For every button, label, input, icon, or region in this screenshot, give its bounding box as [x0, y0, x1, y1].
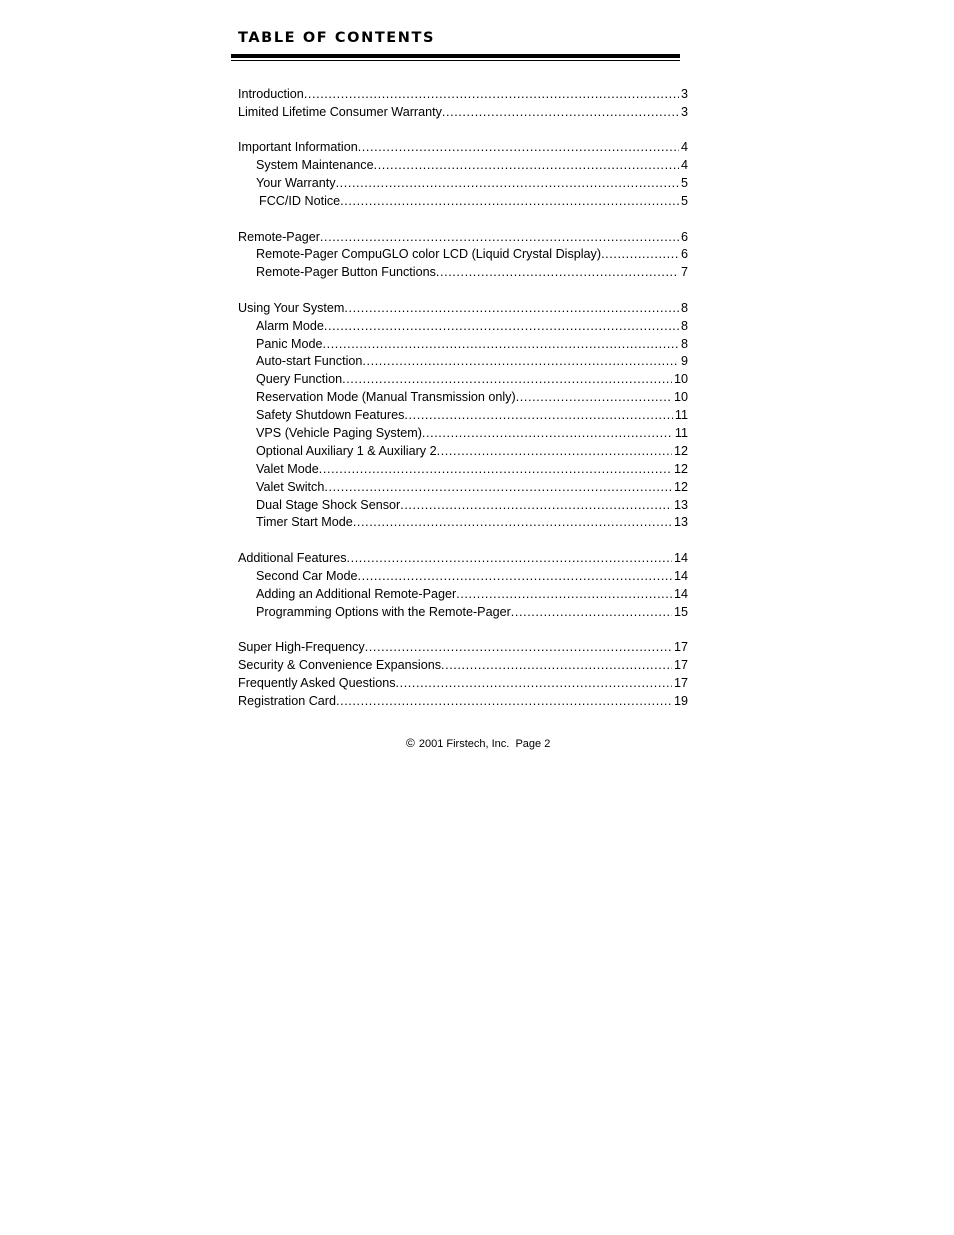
toc-entry[interactable] [238, 657, 688, 675]
toc-entry-page: 7 [680, 265, 688, 280]
toc-entry-page: 14 [673, 550, 688, 565]
toc-entry[interactable] [238, 264, 688, 282]
toc-leader-dots [400, 497, 672, 515]
toc-entry[interactable] [238, 175, 688, 193]
toc-entry-page: 5 [680, 176, 688, 191]
toc-entry-label: Panic Mode [256, 336, 323, 351]
toc-entry-page: 8 [680, 300, 688, 315]
toc-entry-label: Registration Card [238, 693, 336, 708]
toc-leader-dots [336, 175, 679, 193]
toc-entry[interactable] [238, 318, 688, 336]
toc-leader-dots [456, 586, 672, 604]
toc-entry-page: 3 [680, 87, 688, 101]
toc-entry-label: Valet Mode [256, 461, 319, 476]
toc-entry[interactable] [238, 443, 688, 461]
toc-entry[interactable] [238, 461, 688, 479]
toc-leader-dots [362, 353, 679, 371]
toc-leader-dots [442, 104, 679, 122]
toc-leader-dots [396, 675, 672, 693]
toc-entry-page: 8 [680, 336, 688, 351]
toc-entry-label: Your Warranty [256, 176, 336, 191]
toc-entry-page: 4 [680, 140, 688, 155]
toc-leader-dots [601, 246, 679, 264]
toc-leader-dots [324, 479, 672, 497]
toc-leader-dots [344, 300, 679, 318]
toc-entry[interactable] [238, 693, 688, 711]
toc-entry[interactable] [238, 86, 688, 104]
toc-entry-label: Optional Auxiliary 1 & Auxiliary 2 [256, 443, 437, 458]
toc-entry[interactable] [238, 639, 688, 657]
toc-entry[interactable] [238, 389, 688, 407]
toc-entry[interactable] [238, 514, 688, 532]
toc-leader-dots [404, 407, 673, 425]
toc-entry-page: 15 [673, 604, 688, 619]
toc-leader-dots [516, 389, 672, 407]
toc-entry-label: VPS (Vehicle Paging System) [256, 426, 422, 441]
toc-entry-page: 13 [673, 515, 688, 530]
toc-entry-page: 12 [673, 461, 688, 476]
toc-leader-dots [358, 568, 672, 586]
toc-leader-dots [347, 550, 672, 568]
group-spacer [238, 211, 688, 229]
toc-leader-dots [511, 604, 672, 622]
toc-entry-label: Safety Shutdown Features [256, 408, 405, 423]
toc-entry-label: Alarm Mode [256, 318, 324, 333]
toc-entry-page: 9 [680, 354, 688, 369]
toc-leader-dots [323, 336, 679, 354]
toc-entry-page: 12 [673, 443, 688, 458]
toc-entry-page: 19 [673, 693, 688, 708]
toc-entry[interactable] [238, 371, 688, 389]
toc-leader-dots [304, 86, 679, 104]
footer-text: 2001 Firstech, Inc. Page 2 [418, 738, 551, 750]
toc-entry-page: 17 [673, 640, 688, 655]
toc-entry-label: Second Car Mode [256, 568, 358, 583]
toc-entry-label: Remote-Pager CompuGLO color LCD (Liquid Crystal Display) [256, 247, 602, 262]
toc-entry[interactable] [238, 193, 688, 211]
toc-leader-dots [437, 443, 672, 461]
toc-entry-label: Programming Options with the Remote-Pager [256, 604, 511, 619]
toc-entry-page: 13 [673, 497, 688, 512]
table-of-contents [238, 86, 688, 711]
toc-entry-label: Timer Start Mode [256, 515, 353, 530]
toc-entry-page: 10 [673, 390, 688, 405]
toc-leader-dots [340, 193, 679, 211]
group-spacer [238, 122, 688, 140]
toc-entry[interactable] [238, 497, 688, 515]
toc-entry-page: 3 [680, 104, 688, 119]
toc-entry[interactable] [238, 586, 688, 604]
toc-entry[interactable] [238, 425, 688, 443]
copyright-icon: © [406, 736, 415, 750]
toc-entry-page: 10 [673, 372, 688, 387]
toc-leader-dots [320, 229, 679, 247]
toc-entry-page: 17 [673, 658, 688, 673]
toc-entry-label: Super High-Frequency [238, 640, 365, 655]
page-title: TABLE OF CONTENTS [238, 30, 436, 46]
toc-entry-label: Query Function [256, 372, 343, 387]
toc-entry-page: 8 [680, 318, 688, 333]
toc-entry-label: Valet Switch [256, 479, 325, 494]
title-rule-thin [231, 60, 680, 61]
toc-leader-dots [358, 139, 679, 157]
toc-entry-label: Remote-Pager Button Functions [256, 265, 436, 280]
toc-entry-label: Important Information [238, 140, 358, 155]
group-spacer [238, 532, 688, 550]
toc-leader-dots [324, 318, 679, 336]
toc-entry-label: System Maintenance [256, 158, 374, 173]
toc-leader-dots [365, 639, 672, 657]
toc-leader-dots [319, 461, 672, 479]
toc-entry[interactable] [238, 353, 688, 371]
toc-entry-page: 17 [673, 675, 688, 690]
toc-leader-dots [342, 371, 672, 389]
toc-leader-dots [353, 514, 672, 532]
toc-entry-label: Reservation Mode (Manual Transmission only) [256, 390, 516, 405]
toc-entry[interactable] [238, 246, 688, 264]
toc-entry[interactable] [238, 139, 688, 157]
toc-entry-page: 5 [680, 194, 688, 209]
group-spacer [238, 282, 688, 300]
toc-entry-label: Auto-start Function [256, 354, 363, 369]
toc-entry[interactable] [238, 104, 688, 122]
toc-leader-dots [422, 425, 673, 443]
toc-entry-label: FCC/ID Notice [259, 194, 341, 209]
toc-entry[interactable] [238, 568, 688, 586]
toc-entry-label: Using Your System [238, 300, 345, 315]
toc-entry-page: 12 [673, 479, 688, 494]
toc-entry-label: Frequently Asked Questions [238, 675, 396, 690]
toc-entry-page: 6 [680, 229, 688, 244]
toc-entry[interactable] [238, 604, 688, 622]
toc-entry[interactable] [238, 550, 688, 568]
toc-entry-page: 14 [673, 586, 688, 601]
toc-leader-dots [374, 157, 679, 175]
toc-entry[interactable] [238, 407, 688, 425]
toc-entry-page: 14 [673, 568, 688, 583]
toc-entry[interactable] [238, 229, 688, 247]
toc-entry-label: Security & Convenience Expansions [238, 658, 442, 673]
toc-leader-dots [441, 657, 672, 675]
toc-entry-page: 11 [674, 408, 688, 423]
toc-entry[interactable] [238, 479, 688, 497]
toc-entry-label: Additional Features [238, 550, 347, 565]
toc-entry-page: 6 [680, 247, 688, 262]
toc-entry[interactable] [238, 675, 688, 693]
toc-leader-dots [436, 264, 679, 282]
toc-entry-page: 11 [674, 426, 688, 441]
toc-entry-label: Limited Lifetime Consumer Warranty [238, 104, 442, 119]
toc-entry-label: Adding an Additional Remote-Pager [256, 586, 457, 601]
title-rule-thick [231, 54, 680, 58]
group-spacer [238, 622, 688, 640]
toc-entry-label: Dual Stage Shock Sensor [256, 497, 401, 512]
toc-entry[interactable] [238, 300, 688, 318]
toc-entry[interactable] [238, 336, 688, 354]
toc-entry-page: 4 [680, 158, 688, 173]
toc-entry[interactable] [238, 157, 688, 175]
toc-leader-dots [336, 693, 672, 711]
toc-entry-label: Introduction [238, 87, 304, 101]
toc-entry-label: Remote-Pager [238, 229, 320, 244]
